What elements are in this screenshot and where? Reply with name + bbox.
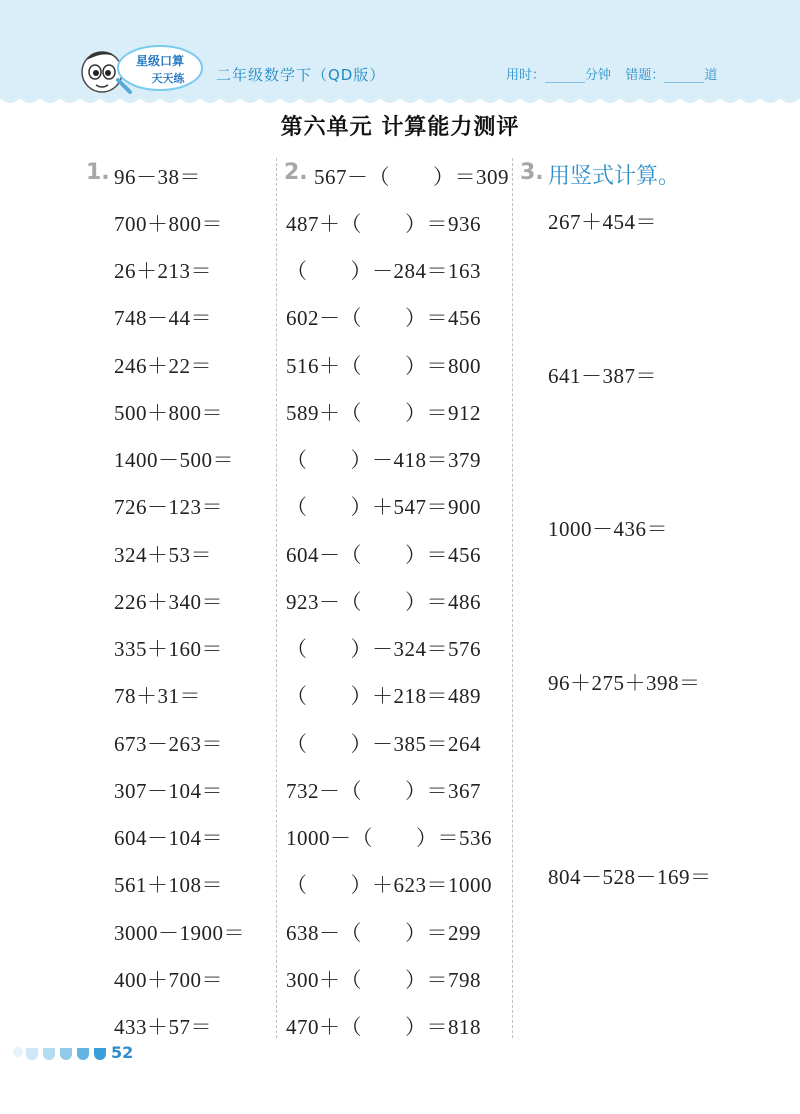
q2-item: 487＋（ ）＝936	[286, 212, 481, 236]
q1-item: 307－104＝	[114, 779, 223, 803]
q3-item: 96＋275＋398＝	[548, 671, 701, 695]
q2-number: 2.	[284, 160, 308, 185]
q3-title: 用竖式计算。	[548, 164, 681, 189]
q3-item: 804－528－169＝	[548, 865, 712, 889]
mascot-logo	[78, 40, 208, 102]
q1-item: 561＋108＝	[114, 873, 223, 897]
q3-item: 267＋454＝	[548, 210, 657, 234]
q1-item: 78＋31＝	[114, 684, 201, 708]
q1-item: 673－263＝	[114, 732, 223, 756]
q2-item: 923－（ ）＝486	[286, 590, 481, 614]
q2-item: （ ）＋547＝900	[286, 495, 481, 519]
q1-item: 246＋22＝	[114, 354, 212, 378]
q1-item: 96－38＝	[114, 165, 201, 189]
q2-item: 567－（ ）＝309	[314, 165, 509, 189]
column-divider-1	[276, 158, 277, 1038]
q2-item: 732－（ ）＝367	[286, 779, 481, 803]
q2-item: 470＋（ ）＝818	[286, 1015, 481, 1039]
q2-item: （ ）－284＝163	[286, 259, 481, 283]
time-blank[interactable]	[545, 82, 585, 83]
q2-item: 516＋（ ）＝800	[286, 354, 481, 378]
q2-item: 589＋（ ）＝912	[286, 401, 481, 425]
logo-text-line2: 天天练	[151, 72, 185, 85]
q1-item: 1400－500＝	[114, 448, 234, 472]
q1-item: 500＋800＝	[114, 401, 223, 425]
q2-item: 604－（ ）＝456	[286, 543, 481, 567]
q1-item: 748－44＝	[114, 306, 212, 330]
q1-item: 324＋53＝	[114, 543, 212, 567]
time-error-record	[506, 64, 717, 83]
q1-item: 400＋700＝	[114, 968, 223, 992]
time-unit: 分钟	[585, 68, 612, 83]
q1-item: 226＋340＝	[114, 590, 223, 614]
q2-item: 300＋（ ）＝798	[286, 968, 481, 992]
q3-item: 641－387＝	[548, 364, 657, 388]
errors-unit: 道	[704, 68, 718, 83]
q3-number: 3.	[520, 160, 544, 185]
page-number: 52	[111, 1043, 134, 1062]
q1-item: 335＋160＝	[114, 637, 223, 661]
page-header	[0, 0, 800, 99]
q1-number: 1.	[86, 160, 110, 185]
errors-blank[interactable]	[664, 82, 704, 83]
q2-item: （ ）＋218＝489	[286, 684, 481, 708]
time-label: 用时：	[506, 68, 546, 83]
book-title: 二年级数学下（QD版）	[216, 66, 386, 84]
q1-item: 726－123＝	[114, 495, 223, 519]
q1-item: 604－104＝	[114, 826, 223, 850]
q1-item: 26＋213＝	[114, 259, 212, 283]
q1-item: 3000－1900＝	[114, 921, 245, 945]
q2-item: （ ）－324＝576	[286, 637, 481, 661]
q2-item: 1000－（ ）＝536	[286, 826, 492, 850]
q1-item: 433＋57＝	[114, 1015, 212, 1039]
logo-text-line1: 星级口算	[135, 54, 185, 68]
column-divider-2	[512, 158, 513, 1038]
footer-dots-decoration	[12, 1045, 108, 1061]
errors-label: 错题：	[625, 68, 665, 83]
q2-item: （ ）＋623＝1000	[286, 873, 492, 897]
q1-item: 700＋800＝	[114, 212, 223, 236]
q2-item: 638－（ ）＝299	[286, 921, 481, 945]
q2-item: （ ）－385＝264	[286, 732, 481, 756]
unit-title: 第六单元 计算能力测评	[280, 115, 520, 140]
q3-item: 1000－436＝	[548, 517, 668, 541]
q2-item: （ ）－418＝379	[286, 448, 481, 472]
q2-item: 602－（ ）＝456	[286, 306, 481, 330]
